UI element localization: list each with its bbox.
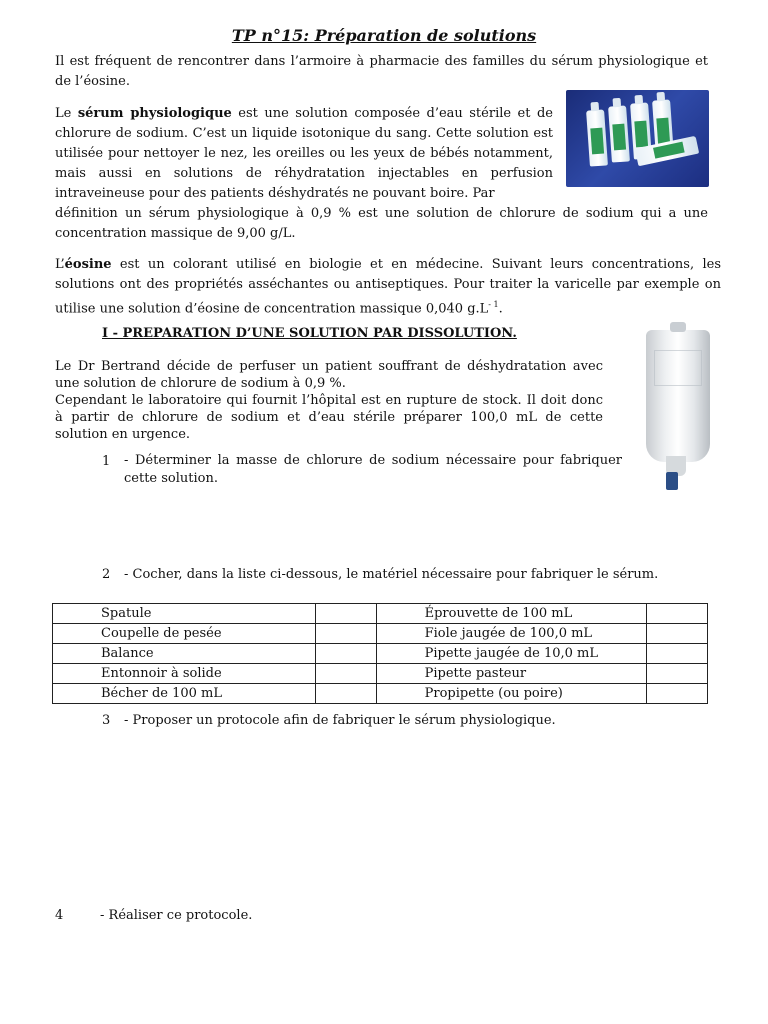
material-row — [53, 664, 708, 684]
material-checkbox-cell[interactable] — [315, 624, 376, 644]
material-checkbox-cell[interactable] — [315, 664, 376, 684]
material-row — [53, 684, 708, 704]
material-name: Pipette jaugée de 10,0 mL — [376, 644, 647, 664]
perfusion-bag-image — [640, 322, 718, 494]
eosine-paragraph: L’éosine est un colorant utilisé en biologie et en médecine. Suivant leurs concentrations, les solutions ont des propriétés asséchantes ou antiseptiques. Pour traiter la varicelle par exemple on utilise une solution d’éosine de concentration massique 0,040 $g.L^{- 1}$. — [55, 257, 721, 317]
question-4-number: 4 — [55, 908, 64, 923]
question-2-number: 2 — [102, 567, 111, 582]
section-heading: I - PREPARATION D’UNE SOLUTION PAR DISSOLUTION. — [102, 326, 517, 341]
material-name: Fiole jaugée de 100,0 mL — [376, 624, 647, 644]
material-checkbox-cell[interactable] — [315, 644, 376, 664]
question-2-text: - Cocher, dans la liste ci-dessous, le matériel nécessaire pour fabriquer le sérum. — [124, 567, 659, 582]
question-3-number: 3 — [102, 713, 111, 728]
material-name: Coupelle de pesée — [53, 624, 316, 644]
material-row — [53, 624, 708, 644]
material-checkbox-cell[interactable] — [647, 664, 708, 684]
material-checkbox-cell[interactable] — [647, 624, 708, 644]
material-name: Entonnoir à solide — [53, 664, 316, 684]
serum-paragraph-a: Le sérum physiologique est une solution composée d’eau stérile et de chlorure de sodium. C’est un liquide isotonique du sang. Cette solution est utilisée pour nettoyer le nez, les oreilles ou les yeux de bébés notamment, mais aussi en solutions de réhydratation injectables en perfusion intraveineuse pour des patients déshydratés ne pouvant boire. Par — [55, 106, 553, 201]
material-name: Propipette (ou poire) — [376, 684, 647, 704]
serum-term: sérum physiologique — [77, 106, 232, 121]
page-title: TP n°15: Préparation de solutions — [231, 26, 537, 45]
material-checkbox-cell[interactable] — [315, 604, 376, 624]
question-1-number: 1 — [102, 454, 111, 469]
material-name: Pipette pasteur — [376, 664, 647, 684]
material-checkbox-cell[interactable] — [647, 604, 708, 624]
intro-paragraph: Il est fréquent de rencontrer dans l’armoire à pharmacie des familles du sérum physiologique et de l’éosine. — [55, 54, 708, 89]
serum-vials-photo — [566, 90, 709, 187]
scenario-paragraph: Le Dr Bertrand décide de perfuser un patient souffrant de déshydratation avec une solution de chlorure de sodium à 0,9 %. Cependant le laboratoire qui fournit l’hôpital est en rupture de stock. Il doit donc à partir de chlorure de sodium et d’eau stérile préparer 100,0 mL de cette solution en urgence. — [55, 359, 603, 442]
materials-table — [52, 603, 708, 704]
question-1-text: - Déterminer la masse de chlorure de sodium nécessaire pour fabriquer cette solution. — [124, 453, 622, 486]
material-row — [53, 604, 708, 624]
material-checkbox-cell[interactable] — [647, 684, 708, 704]
material-checkbox-cell[interactable] — [647, 644, 708, 664]
serum-paragraph-b: définition un sérum physiologique à 0,9 % est une solution de chlorure de sodium qui a une concentration massique de 9,00 g/L. — [55, 206, 708, 241]
material-name: Spatule — [53, 604, 316, 624]
question-3-text: - Proposer un protocole afin de fabriquer le sérum physiologique. — [124, 713, 556, 728]
material-name: Balance — [53, 644, 316, 664]
eosine-term: éosine — [64, 257, 112, 272]
material-row — [53, 644, 708, 664]
material-name: Éprouvette de 100 mL — [376, 604, 647, 624]
question-4-text: - Réaliser ce protocole. — [100, 908, 253, 923]
material-name: Bécher de 100 mL — [53, 684, 316, 704]
material-checkbox-cell[interactable] — [315, 684, 376, 704]
